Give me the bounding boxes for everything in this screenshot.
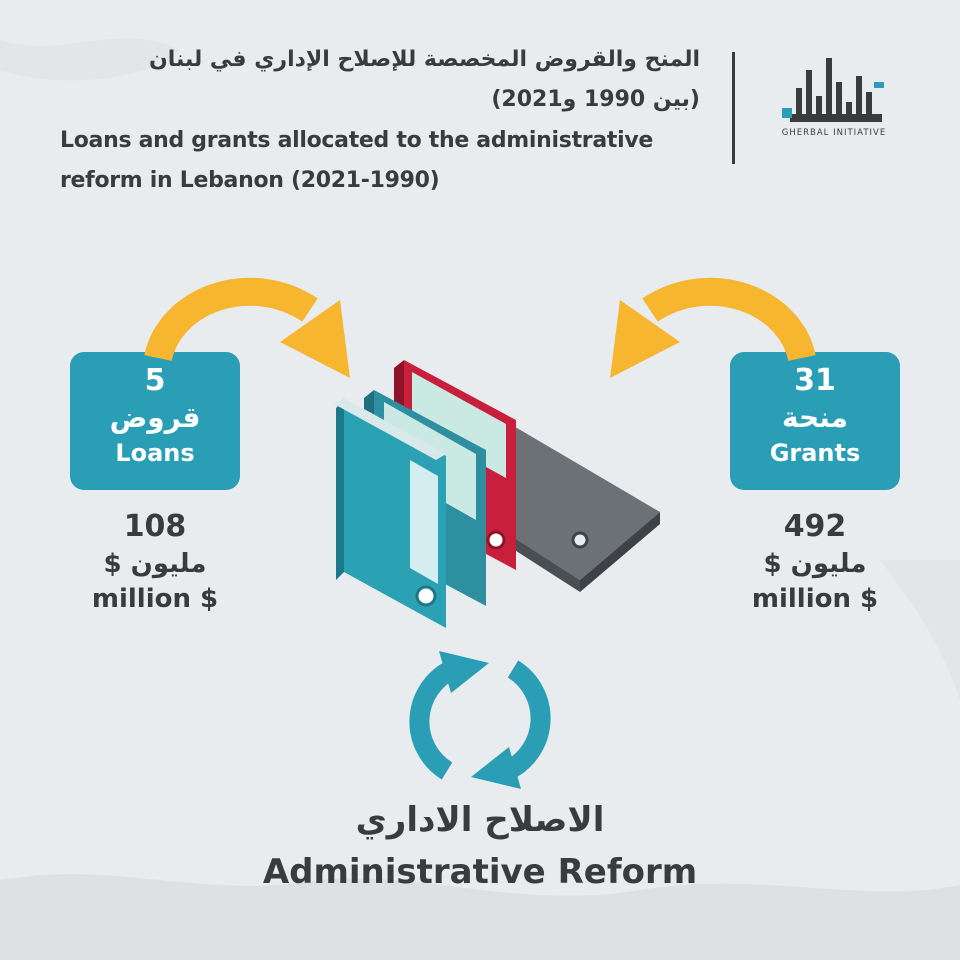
loans-label-english: Loans [115, 439, 195, 467]
loans-label-arabic: قروض [109, 401, 201, 434]
loans-amount [70, 508, 240, 616]
grants-label-arabic: منحة [782, 401, 848, 434]
logo-text: GHERBAL INITIATIVE [781, 128, 887, 138]
grants-label-english: Grants [769, 439, 861, 467]
footer-label-english: Administrative Reform [262, 852, 698, 892]
title-english-line1: Loans and grants allocated to the administrative [60, 128, 653, 153]
grants-amount [730, 508, 900, 616]
title-arabic-line2: (بين 1990 و2021) [491, 87, 700, 112]
footer-label-arabic: الاصلاح الاداري [355, 800, 605, 840]
left-curved-arrow-icon [140, 270, 360, 390]
grants-unit-english: million $ [751, 584, 879, 614]
title-english-line2: reform in Lebanon (2021-1990) [60, 168, 440, 193]
loans-count: 5 [144, 363, 166, 398]
binders-icon [330, 350, 670, 640]
title-arabic-line1: المنح والقروض المخصصة للإصلاح الإداري في لبنان [149, 47, 700, 72]
grants-unit-arabic: مليون $ [763, 549, 867, 579]
cycle-arrows-icon [405, 645, 555, 795]
loans-unit-arabic: مليون $ [103, 549, 207, 579]
header [60, 40, 700, 200]
grants-count: 31 [794, 363, 836, 398]
grants-amount-value: 492 [783, 509, 847, 544]
header-divider [732, 52, 735, 164]
loans-unit-english: million $ [91, 584, 219, 614]
loans-amount-value: 108 [123, 509, 187, 544]
